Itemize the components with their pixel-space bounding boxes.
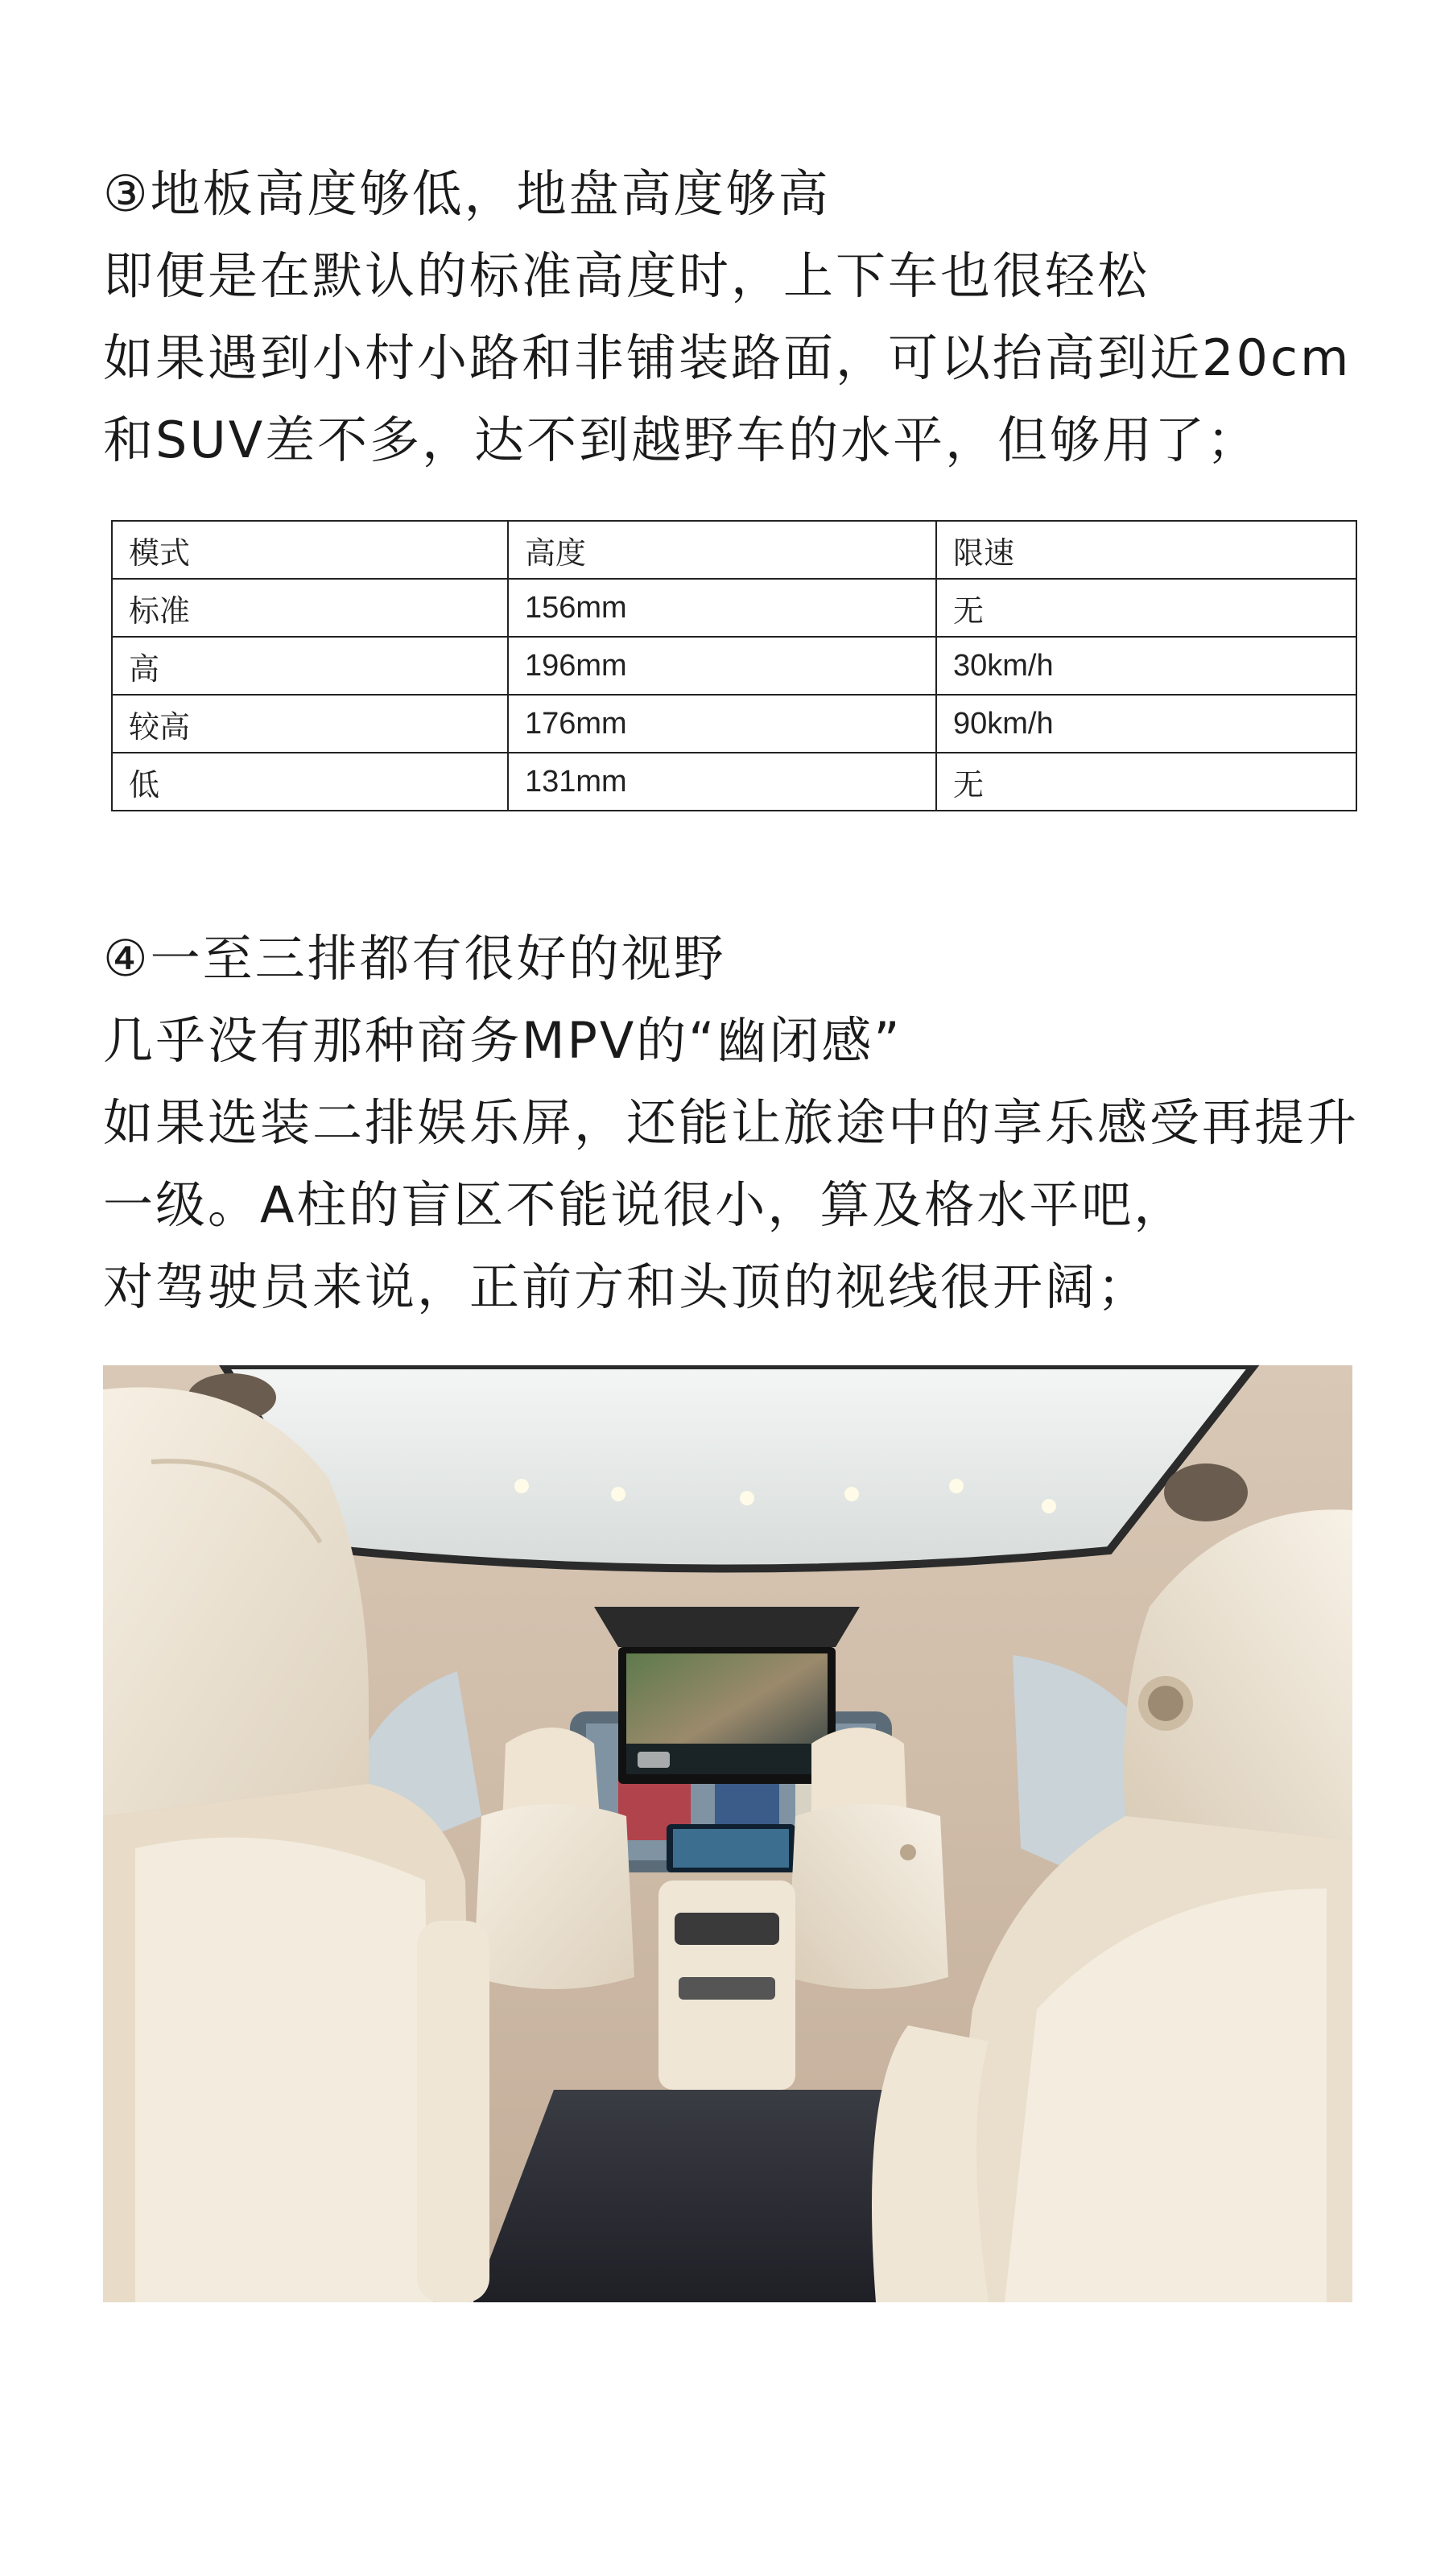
- section-visibility: [103, 918, 1359, 1328]
- table-cell-height: 156mm: [508, 579, 936, 637]
- table-cell-speed-limit: 无: [936, 753, 1356, 811]
- table-cell-speed-limit: 无: [936, 579, 1356, 637]
- paragraph-line: 几乎没有那种商务MPV的“幽闭感”: [103, 1011, 902, 1070]
- paragraph-line: 如果遇到小村小路和非铺装路面，可以抬高到近20cm: [103, 328, 1352, 387]
- mpv-interior-photo: [103, 1365, 1352, 2302]
- table-row: [112, 695, 1356, 753]
- paragraph-line: 一级。A柱的盲区不能说很小，算及格水平吧，: [103, 1175, 1187, 1234]
- table-cell-height: 196mm: [508, 637, 936, 695]
- table-cell-height: 131mm: [508, 753, 936, 811]
- paragraph-line: 和SUV差不多，达不到越野车的水平，但够用了；: [103, 411, 1260, 469]
- table-cell-mode: 高: [112, 637, 508, 695]
- ride-height-table: [111, 520, 1357, 811]
- table-cell-speed-limit: 90km/h: [936, 695, 1356, 753]
- table-row: [112, 637, 1356, 695]
- table-header-row: [112, 521, 1356, 579]
- table-row: [112, 753, 1356, 811]
- table-cell-mode: 标准: [112, 579, 508, 637]
- table-cell-mode: 低: [112, 753, 508, 811]
- section-heading: ③地板高度够低，地盘高度够高: [103, 164, 831, 223]
- column-header-speed-limit: 限速: [936, 521, 1356, 579]
- section-heading: ④一至三排都有很好的视野: [103, 929, 726, 988]
- table-cell-height: 176mm: [508, 695, 936, 753]
- paragraph-line: 如果选装二排娱乐屏，还能让旅途中的享乐感受再提升: [103, 1093, 1360, 1152]
- table-row: [112, 579, 1356, 637]
- interior-illustration: [103, 1365, 1352, 2302]
- column-header-mode: 模式: [112, 521, 508, 579]
- section-floor-height: [103, 153, 1359, 481]
- paragraph-line: 对驾驶员来说，正前方和头顶的视线很开阔；: [103, 1257, 1150, 1316]
- table-cell-speed-limit: 30km/h: [936, 637, 1356, 695]
- table-cell-mode: 较高: [112, 695, 508, 753]
- column-header-height: 高度: [508, 521, 936, 579]
- paragraph-line: 即便是在默认的标准高度时，上下车也很轻松: [103, 246, 1150, 305]
